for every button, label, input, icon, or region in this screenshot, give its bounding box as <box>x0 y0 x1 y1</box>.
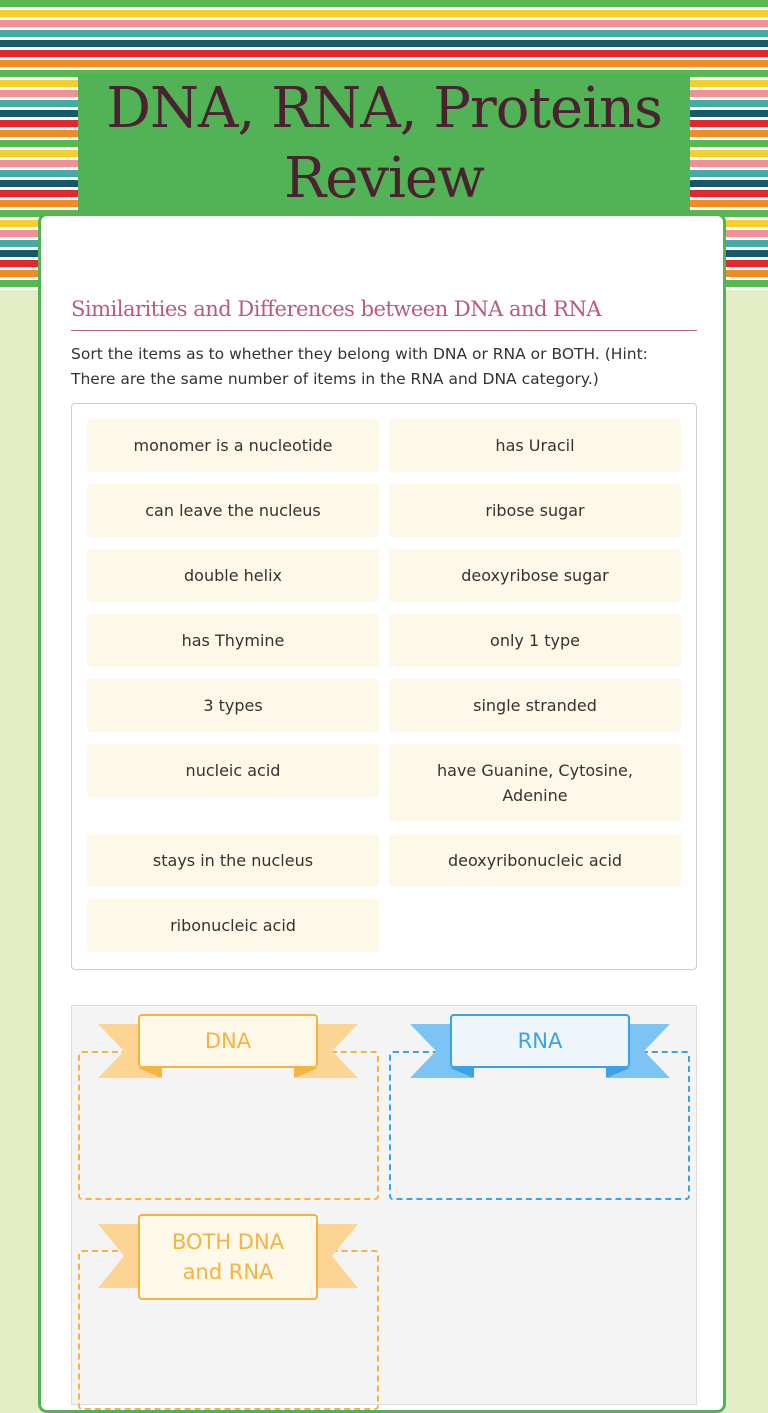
draggable-item[interactable]: ribose sugar <box>389 484 681 537</box>
dna-ribbon <box>98 1014 358 1080</box>
both-label: BOTH DNA and RNA <box>138 1214 318 1300</box>
rna-ribbon <box>410 1014 670 1080</box>
draggable-item[interactable]: stays in the nucleus <box>87 834 379 887</box>
instructions-text: Sort the items as to whether they belong with DNA or RNA or BOTH. (Hint: There are the same number of items in the RNA and DNA category.) <box>71 345 648 388</box>
draggable-item[interactable]: have Guanine, Cytosine, Adenine <box>389 744 681 822</box>
draggable-item[interactable]: monomer is a nucleotide <box>87 419 379 472</box>
both-ribbon <box>98 1214 358 1300</box>
draggable-item[interactable]: can leave the nucleus <box>87 484 379 537</box>
draggable-item[interactable]: double helix <box>87 549 379 602</box>
dna-label: DNA <box>138 1014 318 1068</box>
draggable-item[interactable]: nucleic acid <box>87 744 379 797</box>
draggable-item[interactable]: deoxyribose sugar <box>389 549 681 602</box>
draggable-item[interactable]: only 1 type <box>389 614 681 667</box>
draggable-item[interactable]: 3 types <box>87 679 379 732</box>
section-title: Similarities and Differences between DNA and RNA <box>71 292 697 331</box>
draggable-item[interactable]: has Thymine <box>87 614 379 667</box>
draggable-item[interactable]: deoxyribonucleic acid <box>389 834 681 887</box>
draggable-item[interactable]: single stranded <box>389 679 681 732</box>
draggable-item[interactable]: has Uracil <box>389 419 681 472</box>
draggable-item[interactable]: ribonucleic acid <box>87 899 379 952</box>
page-title: DNA, RNA, Proteins Review <box>106 76 662 211</box>
rna-label: RNA <box>450 1014 630 1068</box>
